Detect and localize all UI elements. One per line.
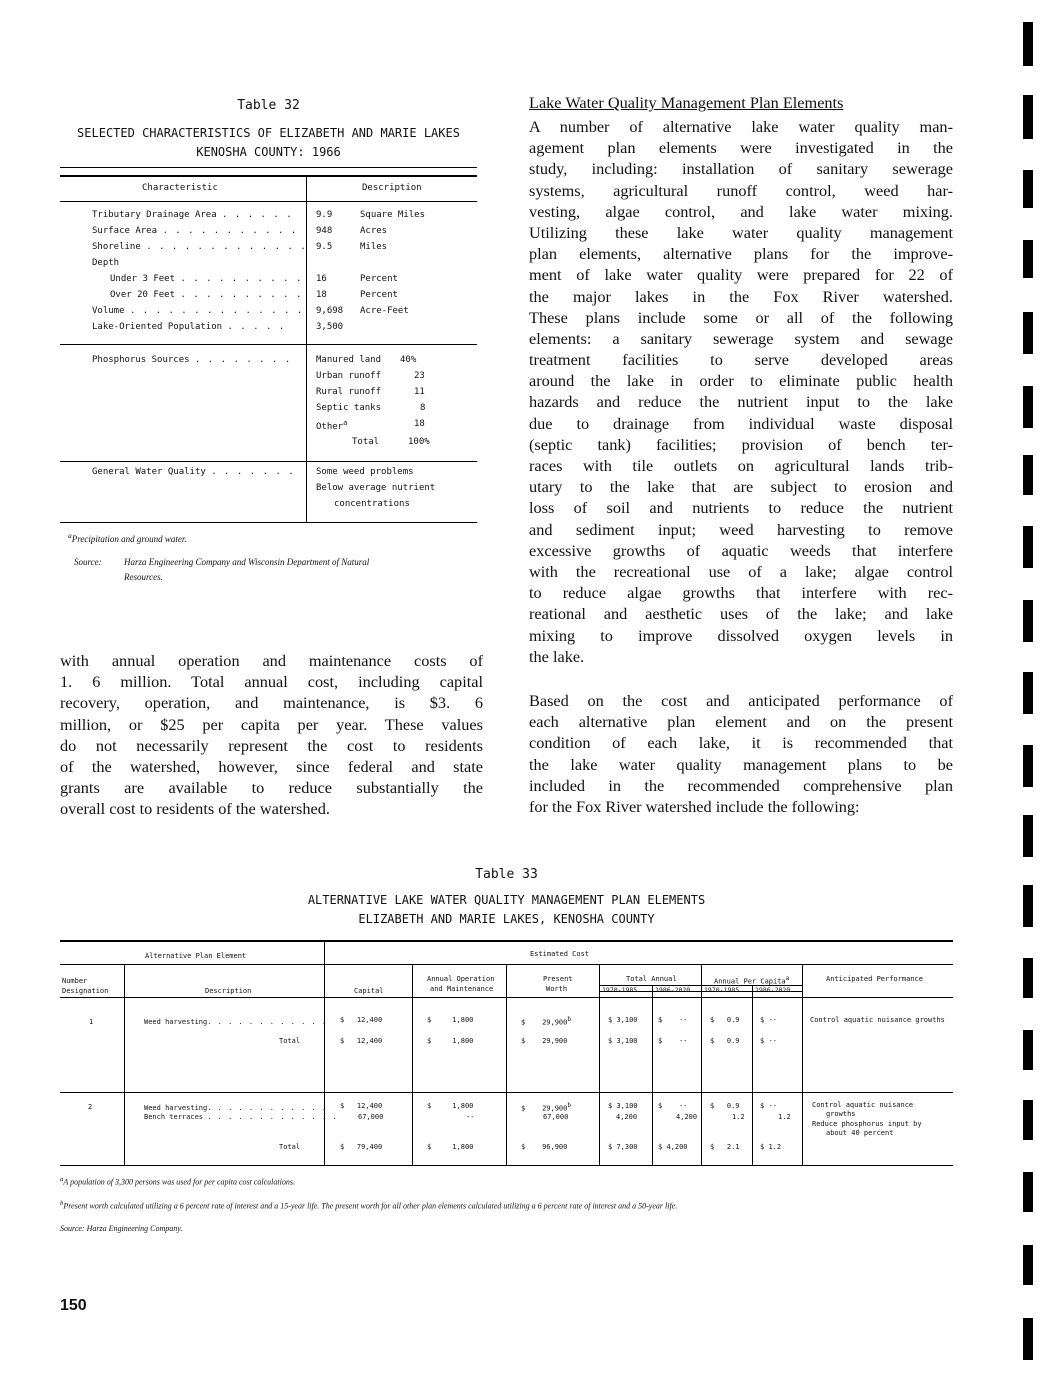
performance: Control aquatic nuisance — [812, 1101, 914, 1109]
phosphorus-total: 100% — [408, 437, 430, 447]
row-unit: Miles — [360, 242, 388, 252]
om: $ 1,800 — [427, 1102, 474, 1110]
per-capita: $ -- — [760, 1102, 777, 1110]
row-label: Volume . . . . . . . . . . . . . . — [92, 306, 304, 316]
om: $ 1,800 — [427, 1143, 474, 1151]
per-capita: 1.2 — [778, 1113, 791, 1121]
table-32-source-label: Source: — [74, 557, 102, 567]
phosphorus-pct: 40% — [400, 355, 417, 365]
header-worth: Worth — [546, 985, 568, 993]
om: -- — [466, 1113, 475, 1121]
page-number: 150 — [60, 1297, 87, 1314]
header-om-2: and Maintenance — [430, 985, 494, 993]
total-annual: $ 4,200 — [658, 1143, 688, 1151]
total-annual: $ -- — [658, 1037, 688, 1045]
total-label: Total — [279, 1143, 301, 1151]
capital: $ 12,400 — [340, 1037, 383, 1045]
row-value: 3,500 — [316, 322, 344, 332]
header-period: 1970-1985 — [602, 986, 638, 994]
table-33-source: Source: Harza Engineering Company. — [60, 1224, 183, 1233]
row-unit: Percent — [360, 274, 398, 284]
om: $ 1,800 — [427, 1016, 474, 1024]
table-32-footnote: $^a$Precipitation and ground water. — [68, 531, 187, 544]
alt-description: Weed harvesting. . . . . . . . . . . . — [144, 1104, 328, 1112]
quality-line: Some weed problems — [316, 467, 414, 477]
capital: $ 12,400 — [340, 1102, 383, 1110]
row-value: 9,698 — [316, 306, 344, 316]
per-capita: 1.2 — [732, 1113, 745, 1121]
per-capita: $ 2.1 — [710, 1143, 740, 1151]
row-unit: Acres — [360, 226, 388, 236]
present-worth: $ 96,900 — [521, 1143, 568, 1151]
row-value: 948 — [316, 226, 333, 236]
phosphorus-total-label: Total — [352, 437, 380, 447]
capital: $ 12,400 — [340, 1016, 383, 1024]
row-value: 9.5 — [316, 242, 333, 252]
row-label: Tributary Drainage Area . . . . . . — [92, 210, 293, 220]
row-label: Lake-Oriented Population . . . . . — [92, 322, 286, 332]
header-performance: Anticipated Performance — [826, 975, 923, 983]
phosphorus-pct: 18 — [414, 419, 425, 429]
row-label: Shoreline . . . . . . . . . . . . . — [92, 242, 307, 252]
header-characteristic: Characteristic — [142, 183, 218, 193]
table-32-subtitle-2: KENOSHA COUNTY: 1966 — [196, 145, 341, 159]
row-unit: Percent — [360, 290, 398, 300]
capital: 67,000 — [358, 1113, 384, 1121]
table-32-source-line2: Resources. — [124, 572, 163, 582]
header-description: Description — [205, 987, 252, 995]
table-33-footnote-a: $^a$A population of 3,300 persons was used for per capita cost calculations. — [60, 1176, 295, 1187]
header-capital: Capital — [354, 987, 384, 995]
performance: about 40 percent — [826, 1129, 894, 1137]
performance: Control aquatic nuisance growths — [810, 1016, 945, 1024]
header-present: Present — [543, 975, 573, 983]
header-om-1: Annual Operation — [427, 975, 495, 983]
per-capita: $ -- — [760, 1016, 777, 1024]
total-annual: $ 3,100 — [608, 1016, 638, 1024]
phosphorus-pct: 23 — [414, 371, 425, 381]
table-33-subtitle-1: ALTERNATIVE LAKE WATER QUALITY MANAGEMENT PLAN ELEMENTS — [307, 893, 706, 907]
phosphorus-label: Phosphorus Sources . . . . . . . . — [92, 355, 292, 365]
row-label: Depth — [92, 258, 120, 268]
per-capita: $ -- — [760, 1037, 777, 1045]
title-rule — [60, 167, 477, 168]
present-worth: $ 29,900$^b$ — [521, 1102, 571, 1113]
row-label: Over 20 Feet . . . . . . . . . . — [110, 290, 303, 300]
header-description: Description — [362, 183, 422, 193]
quality-label: General Water Quality . . . . . . . — [92, 467, 295, 477]
per-capita: $ 1.2 — [760, 1143, 782, 1151]
header-designation: Designation — [62, 987, 109, 995]
total-label: Total — [279, 1037, 301, 1045]
present-worth: $ 29,900$^b$ — [521, 1016, 571, 1027]
alt-number: 2 — [88, 1103, 93, 1111]
left-paragraph: with annual operation and maintenance costs of 1. 6 million. Total annual cost, including capital recovery, operation, and maintenance, is $3. 6 million, or $25 per capita per year. These values do not necessarily represent the cost to residents of the watershed, however, since federal and state grants are available to reduce substantially the overall cost to residents of the watershed. — [60, 651, 483, 819]
row-label: Surface Area . . . . . . . . . . . — [92, 226, 298, 236]
phosphorus-pct: 8 — [420, 403, 426, 413]
header-alt: Alternative Plan Element — [145, 952, 247, 960]
row-unit: Square Miles — [360, 210, 426, 220]
table-33-footnote-b: $^b$Present worth calculated utilizing a 6 percent rate of interest and a 15-year life. The present worth for all other plan elements calculated utilizing a 6 percent rate of interest and a 50-year life. — [60, 1200, 678, 1211]
section-heading: Lake Water Quality Management Plan Elements — [529, 93, 844, 112]
row-unit: Acre-Feet — [360, 306, 409, 316]
per-capita: $ 0.9 — [710, 1037, 740, 1045]
performance: growths — [826, 1110, 856, 1118]
alt-number: 1 — [89, 1018, 94, 1026]
per-capita: $ 0.9 — [710, 1102, 740, 1110]
total-annual: $ 3,100 — [608, 1037, 638, 1045]
header-period: 1970-1985 — [704, 986, 740, 994]
right-paragraph-1: A number of alternative lake water quality man- agement plan elements were investigated in the study, including: installation of sanitary sewerage systems, agricultural runoff control, weed har- vesting, algae control, and lake water mixing. Utilizing these lake water quality management plan elements, alternative plans for the improve- ment of lake water quality were prepared for 22 of the major lakes in the Fox River watershed. These plans include some or all of the following elements: a sanitary sewerage system and sewage treatment facilities to serve developed areas around the lake in order to eliminate public health hazards and reduce the nutrient input to the lake due to drainage from individual waste disposal (septic tank) facilities; provision of bench ter- races with tile outlets on agricultural lands trib- utary to the lake that are subject to erosion and loss of soil and nutrients to reduce the nutrient and sediment input; weed harvesting to remove excessive growths of aquatic weeds that interfere with the recreational use of a lake; algae control to reduce algae growths that interfere with rec- reational and aesthetic uses of the lake; and lake mixing to improve dissolved oxygen levels in the lake. — [529, 117, 953, 666]
header-period: 1986-2020 — [755, 986, 791, 994]
total-annual: $ 3,100 — [608, 1102, 638, 1110]
header-est: Estimated Cost — [530, 950, 590, 958]
capital: $ 79,400 — [340, 1143, 383, 1151]
phosphorus-source: Rural runoff — [316, 387, 382, 397]
phosphorus-source: Manured land — [316, 355, 382, 365]
table-33-title: Table 33 — [475, 867, 538, 882]
row-value: 9.9 — [316, 210, 333, 220]
row-value: 16 — [316, 274, 327, 284]
header-per-capita: Annual Per Capita$^a$ — [714, 975, 790, 986]
phosphorus-source: Other$^a$ — [316, 419, 348, 432]
header-total-annual: Total Annual — [626, 975, 677, 983]
per-capita: $ 0.9 — [710, 1016, 740, 1024]
table-33-grid — [60, 940, 953, 1166]
right-paragraph-2: Based on the cost and anticipated performance of each alternative plan element and on the present condition of each lake, it is recommended that the lake water quality management plans to be included in the recommended comprehensive plan for the Fox River watershed include the following: — [529, 691, 953, 816]
header-number: Number — [62, 977, 88, 985]
table-32-source-line1: Harza Engineering Company and Wisconsin Department of Natural — [124, 557, 370, 567]
header-period: 1986-2020 — [655, 986, 691, 994]
table-32-subtitle-1: SELECTED CHARACTERISTICS OF ELIZABETH AND MARIE LAKES — [77, 126, 460, 140]
alt-description: Bench terraces . . . . . . . . . . . . . — [144, 1113, 338, 1121]
total-annual: $ -- — [658, 1102, 688, 1110]
phosphorus-pct: 11 — [414, 387, 425, 397]
total-annual: $ 7,300 — [608, 1143, 638, 1151]
row-value: 18 — [316, 290, 327, 300]
row-label: Under 3 Feet . . . . . . . . . . — [110, 274, 303, 284]
quality-line: Below average nutrient — [316, 483, 436, 493]
quality-line: concentrations — [334, 499, 410, 509]
table-33-subtitle-2: ELIZABETH AND MARIE LAKES, KENOSHA COUNTY — [358, 912, 655, 926]
table-32-grid — [60, 175, 477, 523]
present-worth: $ 29,900 — [521, 1037, 568, 1045]
total-annual: 4,200 — [676, 1113, 698, 1121]
phosphorus-source: Urban runoff — [316, 371, 382, 381]
total-annual: 4,200 — [616, 1113, 638, 1121]
performance: Reduce phosphorus input by — [812, 1120, 922, 1128]
present-worth: 67,000 — [543, 1113, 569, 1121]
table-32-title: Table 32 — [237, 98, 300, 113]
phosphorus-source: Septic tanks — [316, 403, 382, 413]
om: $ 1,800 — [427, 1037, 474, 1045]
total-annual: $ -- — [658, 1016, 688, 1024]
alt-description: Weed harvesting. . . . . . . . . . . . — [144, 1018, 328, 1026]
